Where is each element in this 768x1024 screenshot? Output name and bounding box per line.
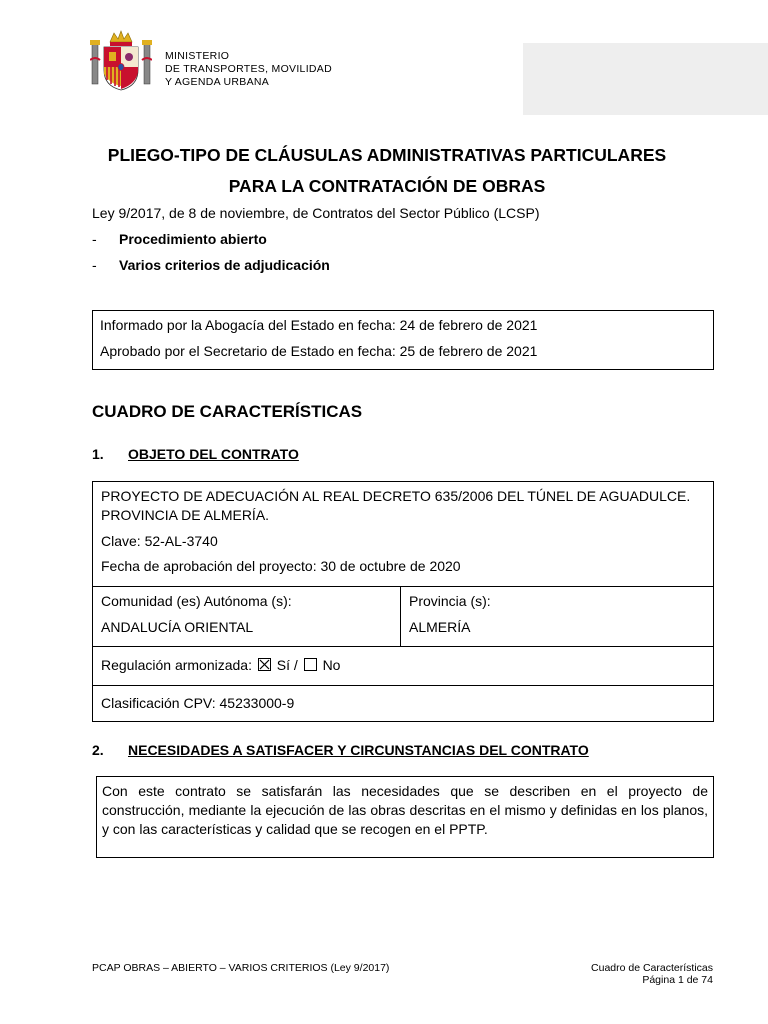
procedure-item [92, 231, 267, 247]
list-dash: - [92, 231, 97, 247]
comunidad-label: Comunidad (es) Autónoma (s): [101, 593, 292, 609]
needs-paragraph: Con este contrato se satisfarán las necesidades que se describen en el proyecto de construcción, mediante la ejecución de las obras descritas en el mismo y definidas en los planos, y con las características y calidad que se recogen en el PPTP. [102, 783, 708, 837]
cpv-classification: Clasificación CPV: 45233000-9 [101, 695, 295, 711]
regulacion-label: Regulación armonizada: [101, 657, 252, 673]
regulacion-row [101, 657, 340, 673]
section-title: NECESIDADES A SATISFACER Y CIRCUNSTANCIAS DEL CONTRATO [128, 742, 589, 758]
section-number: 2. [92, 742, 104, 758]
procedure-item [92, 257, 330, 273]
table-divider [93, 685, 713, 686]
list-dash: - [92, 257, 97, 273]
header-gray-box [523, 43, 768, 115]
procedure-label: Procedimiento abierto [119, 231, 267, 247]
provincia-value: ALMERÍA [409, 619, 471, 635]
section-title: OBJETO DEL CONTRATO [128, 446, 299, 462]
ministry-line-1: MINISTERIO [165, 50, 230, 62]
table-divider [93, 646, 713, 647]
footer-section-name: Cuadro de Características [591, 962, 713, 974]
contract-object-table [92, 481, 714, 722]
cuadro-title: CUADRO DE CARACTERÍSTICAS [92, 402, 363, 421]
regulacion-si-checkbox[interactable] [258, 658, 271, 671]
ministry-line-3: Y AGENDA URBANA [165, 76, 270, 88]
table-divider [93, 586, 713, 587]
page-number: Página 1 de 74 [642, 974, 713, 986]
regulacion-no-label: No [322, 657, 341, 673]
approval-box [92, 310, 714, 370]
project-approval-date: Fecha de aprobación del proyecto: 30 de octubre de 2020 [101, 558, 461, 574]
section-number: 1. [92, 446, 104, 462]
coat-of-arms-logo [90, 30, 152, 92]
document-title-line-1: PLIEGO-TIPO DE CLÁUSULAS ADMINISTRATIVAS PARTICULARES [107, 145, 667, 165]
table-divider [400, 586, 401, 646]
project-code: Clave: 52-AL-3740 [101, 533, 218, 549]
section-2-heading [92, 742, 589, 758]
comunidad-value: ANDALUCÍA ORIENTAL [101, 619, 254, 635]
provincia-label: Provincia (s): [409, 593, 491, 609]
ministry-name [165, 50, 332, 89]
footer-document-id: PCAP OBRAS – ABIERTO – VARIOS CRITERIOS (Ley 9/2017) [92, 962, 390, 974]
approved-text: Aprobado por el Secretario de Estado en fecha: 25 de febrero de 2021 [100, 343, 538, 359]
ministry-line-2: DE TRANSPORTES, MOVILIDAD [165, 63, 332, 75]
law-reference: Ley 9/2017, de 8 de noviembre, de Contratos del Sector Público (LCSP) [92, 205, 540, 221]
regulacion-si-label: Sí / [276, 657, 298, 673]
regulacion-no-checkbox[interactable] [304, 658, 317, 671]
procedure-label: Varios criterios de adjudicación [119, 257, 330, 273]
informed-text: Informado por la Abogacía del Estado en fecha: 24 de febrero de 2021 [100, 317, 538, 333]
needs-box [96, 776, 714, 858]
section-1-heading [92, 446, 299, 462]
footer-page-info [591, 962, 713, 986]
project-title-line-1: PROYECTO DE ADECUACIÓN AL REAL DECRETO 635/2006 DEL TÚNEL DE AGUADULCE. [101, 488, 691, 504]
project-title-line-2: PROVINCIA DE ALMERÍA. [101, 507, 270, 523]
document-title-line-2: PARA LA CONTRATACIÓN DE OBRAS [228, 176, 546, 196]
